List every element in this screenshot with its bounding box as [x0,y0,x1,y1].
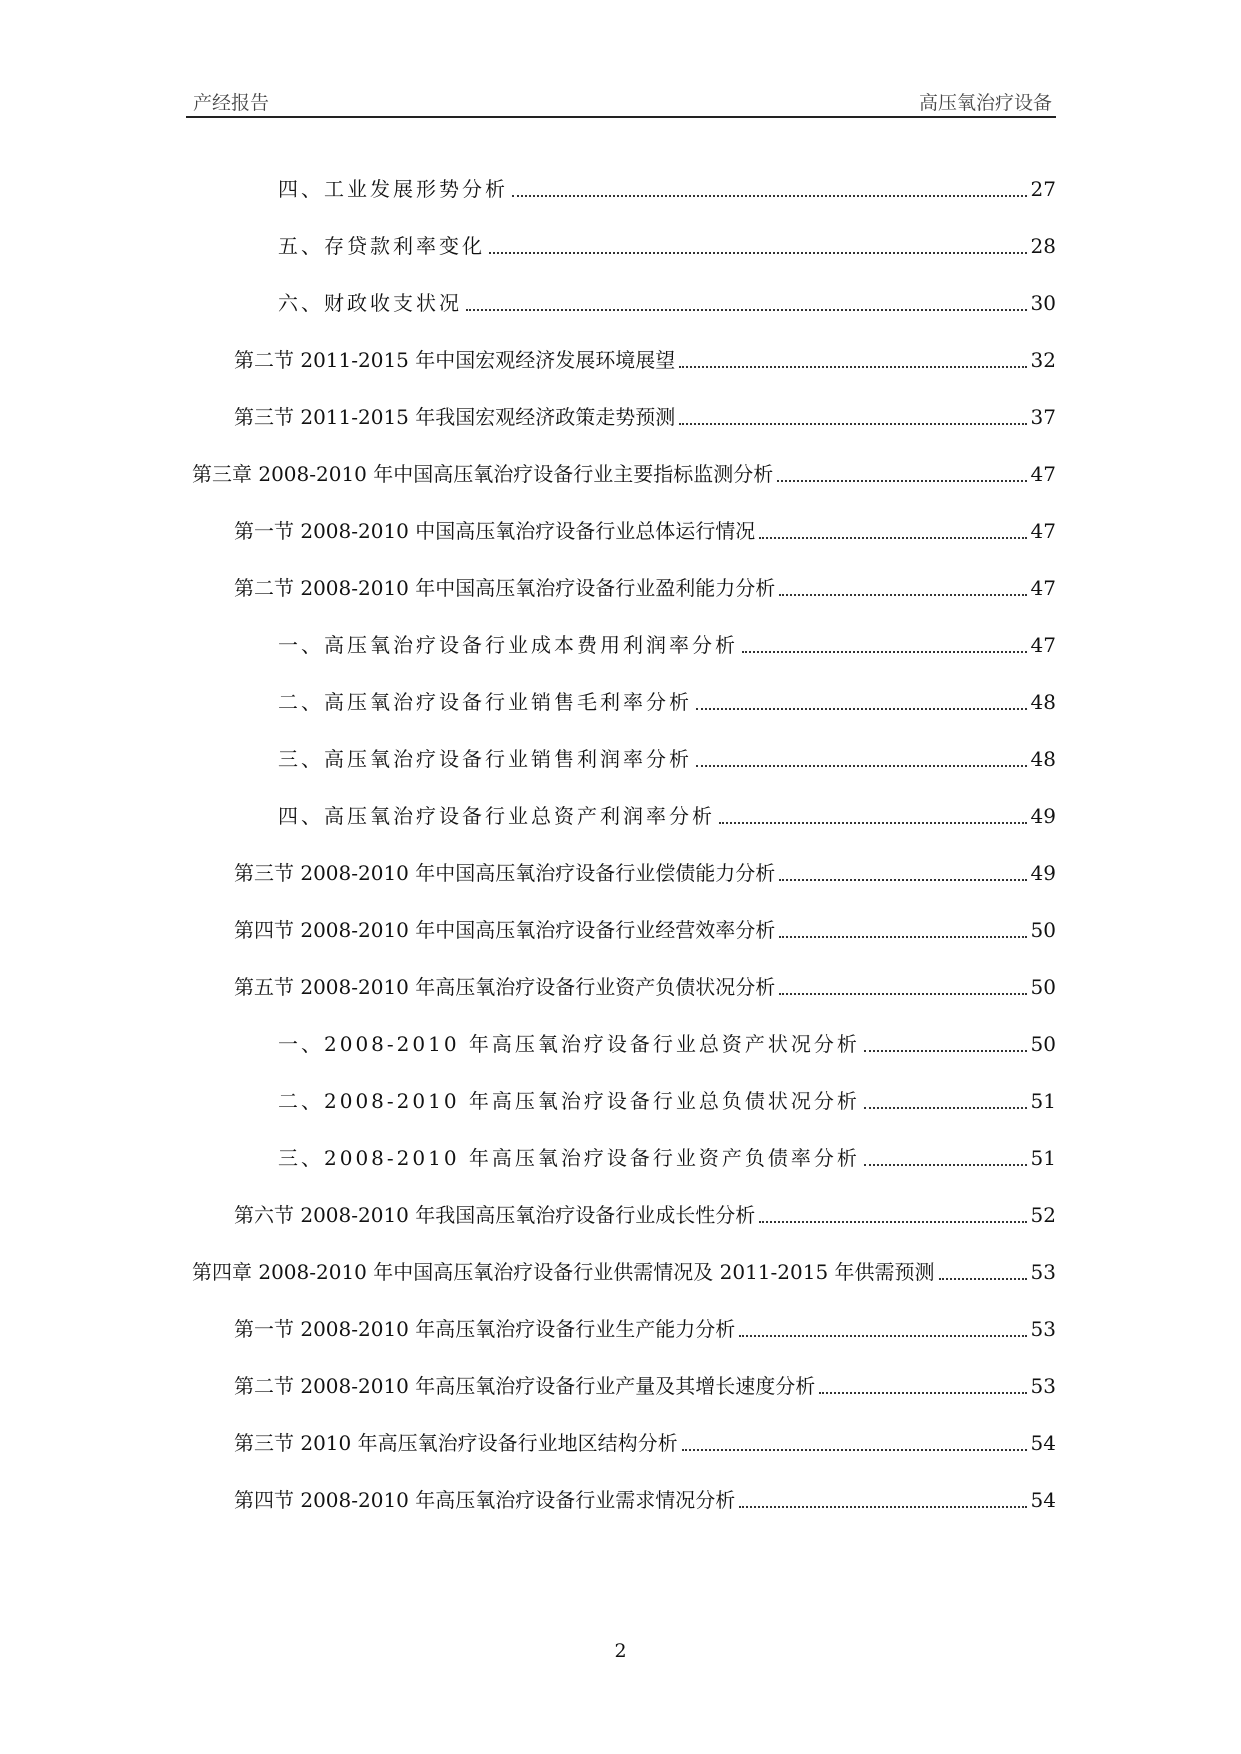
toc-entry[interactable] [278,174,1056,204]
toc-entry-label: 第二节 2011-2015 年中国宏观经济发展环境展望 [234,348,676,372]
toc-leader-dots [779,594,1026,596]
toc-entry[interactable] [278,744,1056,774]
toc-leader-dots [779,879,1026,881]
toc-entry[interactable] [234,1371,1056,1401]
toc-entry-label: 第三章 2008-2010 年中国高压氧治疗设备行业主要指标监测分析 [192,462,774,486]
toc-leader-dots [742,651,1027,653]
header-right-title: 高压氧治疗设备 [918,92,1052,114]
toc-entry-page: 50 [1030,975,1056,999]
toc-entry-page: 47 [1030,462,1056,486]
toc-entry-label: 二、高压氧治疗设备行业销售毛利率分析 [278,690,692,714]
toc-leader-dots [759,537,1026,539]
toc-entry-label: 五、存贷款利率变化 [278,234,485,258]
toc-entry-page: 30 [1030,291,1056,315]
toc-leader-dots [512,195,1027,197]
toc-leader-dots [777,480,1026,482]
toc-leader-dots [819,1392,1026,1394]
toc-entry[interactable] [278,288,1056,318]
toc-leader-dots [864,1164,1027,1166]
toc-leader-dots [779,993,1026,995]
toc-entry[interactable] [278,231,1056,261]
page-number: 2 [614,1640,627,1662]
toc-entry[interactable] [192,459,1056,489]
toc-entry[interactable] [278,630,1056,660]
toc-leader-dots [739,1335,1026,1337]
toc-leader-dots [682,1449,1027,1451]
toc-entry-label: 二、2008-2010 年高压氧治疗设备行业总负债状况分析 [278,1089,860,1113]
toc-entry-label: 第四节 2008-2010 年高压氧治疗设备行业需求情况分析 [234,1488,736,1512]
toc-entry-label: 一、高压氧治疗设备行业成本费用利润率分析 [278,633,738,657]
toc-entry[interactable] [234,1200,1056,1230]
toc-leader-dots [696,765,1027,767]
toc-entry-label: 第六节 2008-2010 年我国高压氧治疗设备行业成长性分析 [234,1203,756,1227]
toc-entry-page: 32 [1030,348,1056,372]
toc-entry[interactable] [192,1257,1056,1287]
toc-entry-label: 一、2008-2010 年高压氧治疗设备行业总资产状况分析 [278,1032,860,1056]
toc-entry-label: 四、工业发展形势分析 [278,177,508,201]
toc-entry-page: 27 [1030,177,1056,201]
toc-entry[interactable] [234,1428,1056,1458]
toc-entry[interactable] [278,801,1056,831]
toc-entry-label: 六、财政收支状况 [278,291,462,315]
toc-entry-page: 50 [1030,1032,1056,1056]
toc-entry-label: 四、高压氧治疗设备行业总资产利润率分析 [278,804,715,828]
toc-entry-label: 第二节 2008-2010 年中国高压氧治疗设备行业盈利能力分析 [234,576,776,600]
toc-entry[interactable] [234,1314,1056,1344]
toc-entry-page: 53 [1030,1317,1056,1341]
toc-entry[interactable] [234,516,1056,546]
toc-entry[interactable] [234,858,1056,888]
header-left-title: 产经报告 [193,92,270,114]
toc-entry-page: 28 [1030,234,1056,258]
toc-entry-label: 第四节 2008-2010 年中国高压氧治疗设备行业经营效率分析 [234,918,776,942]
toc-entry-page: 48 [1030,690,1056,714]
toc-entry-label: 第一节 2008-2010 中国高压氧治疗设备行业总体运行情况 [234,519,756,543]
toc-entry-page: 37 [1030,405,1056,429]
toc-entry[interactable] [234,1485,1056,1515]
toc-entry-page: 50 [1030,918,1056,942]
toc-entry-page: 47 [1030,519,1056,543]
toc-entry-page: 53 [1030,1374,1056,1398]
toc-entry-label: 三、高压氧治疗设备行业销售利润率分析 [278,747,692,771]
toc-leader-dots [679,423,1026,425]
toc-entry[interactable] [234,972,1056,1002]
toc-entry-label: 第三节 2011-2015 年我国宏观经济政策走势预测 [234,405,676,429]
toc-entry-page: 51 [1030,1089,1056,1113]
toc-entry[interactable] [278,687,1056,717]
toc-leader-dots [739,1506,1026,1508]
toc-leader-dots [696,708,1027,710]
toc-entry[interactable] [278,1086,1056,1116]
toc-entry[interactable] [278,1143,1056,1173]
toc-entry[interactable] [278,1029,1056,1059]
toc-leader-dots [679,366,1026,368]
toc-leader-dots [466,309,1027,311]
toc-entry-label: 第一节 2008-2010 年高压氧治疗设备行业生产能力分析 [234,1317,736,1341]
toc-entry-page: 54 [1030,1488,1056,1512]
toc-entry-page: 49 [1030,861,1056,885]
toc-entry-page: 47 [1030,633,1056,657]
toc-entry-page: 47 [1030,576,1056,600]
toc-entry[interactable] [234,402,1056,432]
toc-leader-dots [759,1221,1026,1223]
toc-entry-page: 51 [1030,1146,1056,1170]
toc-entry-label: 第三节 2010 年高压氧治疗设备行业地区结构分析 [234,1431,678,1455]
toc-entry[interactable] [234,345,1056,375]
toc-entry[interactable] [234,573,1056,603]
toc-entry-page: 49 [1030,804,1056,828]
page-header [186,86,1056,118]
toc-leader-dots [939,1278,1027,1280]
toc-entry-page: 52 [1030,1203,1056,1227]
toc-entry-label: 三、2008-2010 年高压氧治疗设备行业资产负债率分析 [278,1146,860,1170]
toc-entry[interactable] [234,915,1056,945]
toc-leader-dots [864,1050,1027,1052]
toc-leader-dots [864,1107,1027,1109]
toc-leader-dots [489,252,1027,254]
toc-entry-page: 48 [1030,747,1056,771]
toc-leader-dots [779,936,1026,938]
toc-entry-label: 第五节 2008-2010 年高压氧治疗设备行业资产负债状况分析 [234,975,776,999]
toc-entry-page: 53 [1030,1260,1056,1284]
toc-entry-label: 第四章 2008-2010 年中国高压氧治疗设备行业供需情况及 2011-2015 年供需预测 [192,1260,935,1284]
toc-entry-label: 第三节 2008-2010 年中国高压氧治疗设备行业偿债能力分析 [234,861,776,885]
toc-entry-label: 第二节 2008-2010 年高压氧治疗设备行业产量及其增长速度分析 [234,1374,816,1398]
toc-leader-dots [719,822,1027,824]
toc-entry-page: 54 [1030,1431,1056,1455]
